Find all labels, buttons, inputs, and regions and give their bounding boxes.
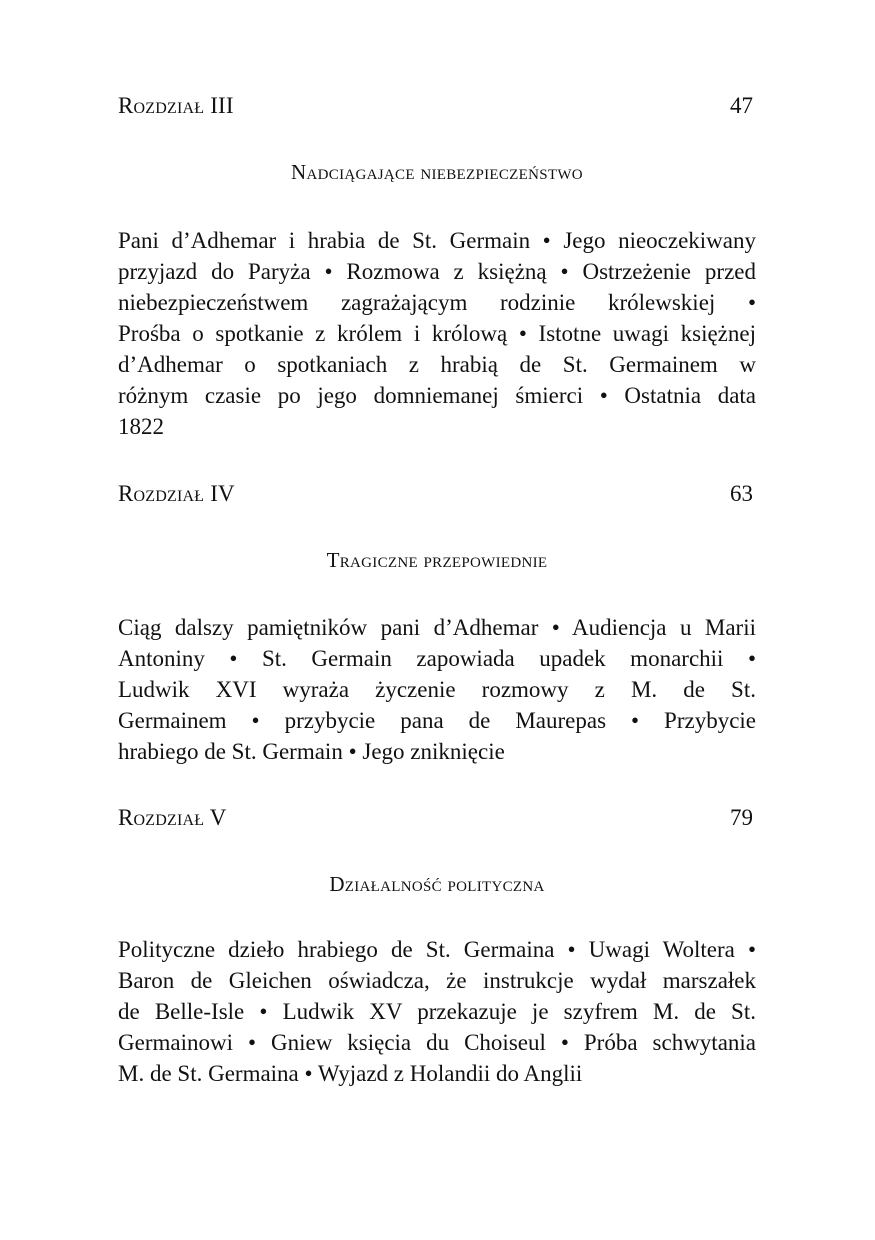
chapter-page-number: 47 <box>730 93 753 118</box>
summary-line: Germainowi • Gniew księcia du Choiseul • Próba schwytania <box>118 1030 756 1055</box>
summary-line: hrabiego de St. Germain • Jego zniknięcie <box>118 739 505 764</box>
chapter-page-number: 63 <box>730 481 753 506</box>
chapter-title: Tragiczne przepowiednie <box>326 548 548 572</box>
summary-line: Germainem • przybycie pana de Maurepas • Przybycie <box>118 708 756 733</box>
chapter-title: Działalność polityczna <box>329 872 545 896</box>
summary-line: Antoniny • St. Germain zapowiada upadek monarchii • <box>118 646 756 671</box>
summary-line: Prośba o spotkanie z królem i królową • Istotne uwagi księżnej <box>118 321 756 346</box>
chapter-heading-line <box>118 91 756 121</box>
summary-line: Pani d’Adhemar i hrabia de St. Germain • Jego nieoczekiwany <box>118 228 756 253</box>
chapter-title: Nadciągające niebezpieczeństwo <box>291 160 583 184</box>
chapter-page-number: 79 <box>730 805 753 830</box>
chapter-heading-line <box>118 803 756 833</box>
summary-line: Ciąg dalszy pamiętników pani d’Adhemar • Audiencja u Marii <box>118 615 756 640</box>
summary-line: Baron de Gleichen oświadcza, że instrukcje wydał marszałek <box>118 968 756 993</box>
summary-line: różnym czasie po jego domniemanej śmierci • Ostatnia data <box>118 383 756 408</box>
summary-line: M. de St. Germaina • Wyjazd z Holandii do Anglii <box>118 1061 583 1086</box>
chapter-summary <box>118 225 756 442</box>
summary-line: Polityczne dzieło hrabiego de St. Germaina • Uwagi Woltera • <box>118 937 756 962</box>
summary-line: Ludwik XVI wyraża życzenie rozmowy z M. de St. <box>118 677 756 702</box>
chapter-label: Rozdział III <box>118 93 234 118</box>
summary-line: d’Adhemar o spotkaniach z hrabią de St. Germainem w <box>118 352 756 377</box>
summary-line: de Belle-Isle • Ludwik XV przekazuje je szyfrem M. de St. <box>118 999 756 1024</box>
chapter-summary <box>118 934 756 1089</box>
summary-line: 1822 <box>118 414 164 439</box>
summary-line: niebezpieczeństwem zagrażającym rodzinie królewskiej • <box>118 290 756 315</box>
summary-line: przyjazd do Paryża • Rozmowa z księżną • Ostrzeżenie przed <box>118 259 756 284</box>
chapter-label: Rozdział IV <box>118 481 235 506</box>
chapter-summary <box>118 612 756 767</box>
chapter-label: Rozdział V <box>118 805 227 830</box>
chapter-heading-line <box>118 479 756 509</box>
